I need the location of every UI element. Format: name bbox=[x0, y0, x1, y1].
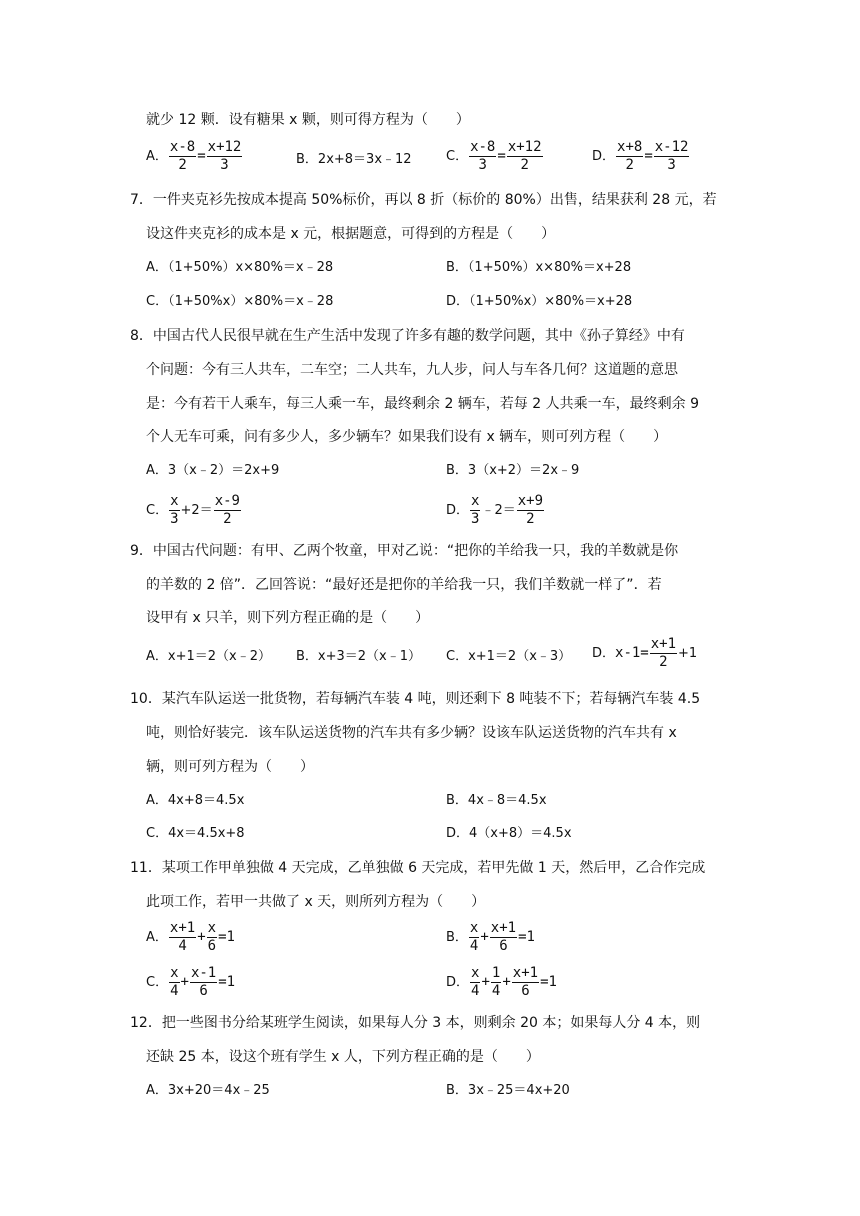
fraction: $\frac{x+1}{6}$ bbox=[490, 920, 517, 954]
q12-line-2: 还缺 25 本，设这个班有学生 x 人，下列方程正确的是（ ） bbox=[146, 1049, 540, 1065]
q7-option-b[interactable]: B．（1+50%）x×80%＝x+28 bbox=[446, 260, 632, 275]
operator: +2＝ bbox=[180, 503, 213, 518]
option-label: A． bbox=[146, 930, 168, 945]
q8-line-2: 个问题：今有三人共车，二车空；二人共车，九人步，问人与车各几何？这道题的意思 bbox=[146, 362, 678, 378]
q12-option-b[interactable]: B．3x﹣25＝4x+20 bbox=[446, 1083, 570, 1098]
operator: + bbox=[480, 929, 489, 945]
q10-line-3: 辆，则可列方程为（ ） bbox=[146, 759, 314, 775]
q11-option-c[interactable] bbox=[146, 965, 235, 1000]
fraction: $\frac{x-9}{2}$ bbox=[214, 493, 240, 527]
fraction: $\frac{1}{4}$ bbox=[491, 965, 501, 999]
q7-line-1: 7．一件夹克衫先按成本提高 50%标价，再以 8 折（标价的 80%）出售，结果获利 28 元，若 bbox=[130, 192, 717, 208]
q9-option-c[interactable]: C．x+1＝2（x﹣3） bbox=[446, 649, 572, 664]
expression: x-1= bbox=[615, 645, 649, 661]
option-label: B． bbox=[446, 930, 468, 945]
q7-option-c[interactable]: C．（1+50%x）×80%＝x﹣28 bbox=[146, 294, 334, 309]
q11-line-2: 此项工作，若甲一共做了 x 天，则所列方程为（ ） bbox=[146, 894, 486, 910]
q11-option-d[interactable] bbox=[446, 965, 557, 1000]
q6-line-tail: 就少 12 颗．设有糖果 x 颗，则可得方程为（ ） bbox=[146, 112, 470, 128]
q10-option-c[interactable]: C．4x＝4.5x+8 bbox=[146, 826, 245, 841]
expression: =1 bbox=[218, 974, 236, 990]
option-label: D． bbox=[446, 975, 470, 990]
q9-option-a[interactable]: A．x+1＝2（x﹣2） bbox=[146, 649, 271, 664]
operator: ﹣2＝ bbox=[481, 503, 516, 518]
q6-option-c[interactable] bbox=[446, 139, 544, 174]
option-label: C． bbox=[146, 975, 169, 990]
q7-option-d[interactable]: D．（1+50%x）×80%＝x+28 bbox=[446, 294, 633, 309]
option-label: A． bbox=[146, 149, 168, 164]
equals: = bbox=[197, 148, 206, 164]
fraction: $\frac{x+12}{3}$ bbox=[207, 139, 242, 173]
q6-option-d[interactable] bbox=[592, 139, 690, 174]
q10-line-1: 10．某汽车队运送一批货物，若每辆汽车装 4 吨，则还剩下 8 吨装不下；若每辆汽车装 4.5 bbox=[130, 691, 701, 707]
q8-option-a[interactable]: A．3（x﹣2）＝2x+9 bbox=[146, 463, 280, 478]
q10-line-2: 吨，则恰好装完．该车队运送货物的汽车共有多少辆？设该车队运送货物的汽车共有 x bbox=[146, 725, 677, 741]
q11-option-b[interactable] bbox=[446, 920, 535, 955]
q11-line-1: 11．某项工作甲单独做 4 天完成，乙单独做 6 天完成，若甲先做 1 天，然后甲，乙合作完成 bbox=[130, 860, 706, 876]
q8-line-3: 是：今有若干人乘车，每三人乘一车，最终剩余 2 辆车，若每 2 人共乘一车，最终剩余 9 bbox=[146, 396, 699, 412]
fraction: $\frac{x}{4}$ bbox=[469, 920, 479, 954]
fraction: $\frac{x}{3}$ bbox=[170, 493, 179, 527]
q9-option-d[interactable] bbox=[592, 636, 697, 671]
q11-option-a[interactable] bbox=[146, 920, 235, 955]
q9-line-3: 设甲有 x 只羊，则下列方程正确的是（ ） bbox=[146, 610, 430, 626]
q12-line-1: 12．把一些图书分给某班学生阅读，如果每人分 3 本，则剩余 20 本；如果每人分 4 本，则 bbox=[130, 1015, 701, 1031]
q8-option-d[interactable] bbox=[446, 493, 545, 528]
q9-line-1: 9．中国古代问题：有甲、乙两个牧童，甲对乙说：“把你的羊给我一只，我的羊数就是你 bbox=[130, 543, 679, 559]
operator: + bbox=[197, 929, 206, 945]
q9-line-2: 的羊数的 2 倍”．乙回答说：“最好还是把你的羊给我一只，我们羊数就一样了”．若 bbox=[146, 577, 662, 593]
fraction: $\frac{x}{3}$ bbox=[471, 493, 480, 527]
fraction: $\frac{x+1}{2}$ bbox=[650, 636, 677, 670]
expression: +1 bbox=[678, 646, 698, 661]
operator: + bbox=[481, 974, 490, 990]
q10-option-b[interactable]: B．4x﹣8＝4.5x bbox=[446, 793, 547, 808]
operator: + bbox=[502, 974, 511, 990]
q10-option-d[interactable]: D．4（x+8）＝4.5x bbox=[446, 826, 572, 841]
expression: =1 bbox=[518, 929, 535, 945]
option-label: C． bbox=[146, 503, 169, 518]
fraction: $\frac{x+1}{6}$ bbox=[512, 965, 539, 999]
operator: + bbox=[180, 974, 189, 990]
q7-line-2: 设这件夹克衫的成本是 x 元，根据题意，可得到的方程是（ ） bbox=[146, 226, 556, 242]
expression: =1 bbox=[540, 974, 557, 990]
q7-option-a[interactable]: A．（1+50%）x×80%＝x﹣28 bbox=[146, 260, 334, 275]
q10-option-a[interactable]: A．4x+8＝4.5x bbox=[146, 793, 245, 808]
q8-line-1: 8．中国古代人民很早就在生产生活中发现了许多有趣的数学问题，其中《孙子算经》中有 bbox=[130, 328, 685, 344]
q12-option-a[interactable]: A．3x+20＝4x﹣25 bbox=[146, 1083, 270, 1098]
equals: = bbox=[644, 148, 653, 164]
fraction: $\frac{x}{6}$ bbox=[207, 920, 217, 954]
fraction: $\frac{x+12}{2}$ bbox=[507, 139, 542, 173]
q8-line-4: 个人无车可乘，问有多少人，多少辆车？如果我们设有 x 辆车，则可列方程（ ） bbox=[146, 429, 668, 445]
option-label: D． bbox=[592, 149, 616, 164]
fraction: $\frac{x+9}{2}$ bbox=[517, 493, 544, 527]
q6-option-b[interactable]: B．2x+8＝3x﹣12 bbox=[296, 152, 412, 167]
q8-option-c[interactable] bbox=[146, 493, 242, 528]
fraction: $\frac{x+8}{2}$ bbox=[617, 139, 643, 173]
q6-option-a[interactable] bbox=[146, 139, 243, 174]
fraction: $\frac{x-12}{3}$ bbox=[654, 139, 689, 173]
q8-option-b[interactable]: B．3（x+2）＝2x﹣9 bbox=[446, 463, 580, 478]
fraction: $\frac{x-8}{3}$ bbox=[470, 139, 496, 173]
fraction: $\frac{x}{4}$ bbox=[170, 965, 179, 999]
option-label: D． bbox=[446, 503, 470, 518]
expression: =1 bbox=[218, 929, 235, 945]
option-label: D． bbox=[592, 646, 616, 661]
option-label: C． bbox=[446, 149, 469, 164]
equals: = bbox=[497, 148, 506, 164]
fraction: $\frac{x-8}{2}$ bbox=[169, 139, 196, 173]
fraction: $\frac{x}{4}$ bbox=[471, 965, 480, 999]
q9-option-b[interactable]: B．x+3＝2（x﹣1） bbox=[296, 649, 422, 664]
fraction: $\frac{x-1}{6}$ bbox=[190, 965, 217, 999]
fraction: $\frac{x+1}{4}$ bbox=[169, 920, 196, 954]
